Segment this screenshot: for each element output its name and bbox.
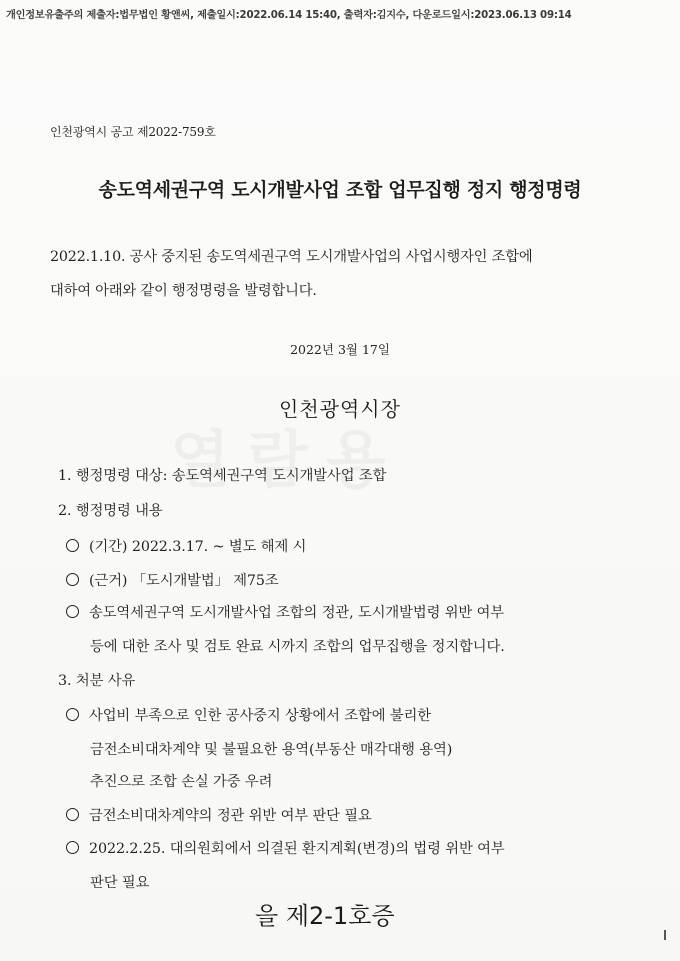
notice-number: 인천광역시 공고 제2022-759호 [50, 125, 216, 139]
item-3-reason-1 [66, 705, 431, 725]
circle-bullet-icon [66, 808, 79, 821]
circle-bullet-icon [66, 841, 79, 854]
preamble-line: 2022.1.10. 공사 중지된 송도역세권구역 도시개발사업의 사업시행자인 조합에 [50, 249, 533, 265]
item-2-heading: 2. 행정명령 내용 [58, 503, 163, 519]
exhibit-label: 을 제2-1호증 [255, 902, 395, 930]
circle-bullet-icon [66, 573, 79, 586]
item-2-period-text: (기간) 2022.3.17. ~ 별도 해제 시 [89, 539, 307, 555]
circle-bullet-icon [66, 605, 79, 618]
preamble [50, 240, 640, 308]
item-2-content-line-1: 송도역세권구역 도시개발사업 조합의 정관, 도시개발법령 위반 여부 [89, 605, 505, 621]
preamble-line: 대하여 아래와 같이 행정명령을 발령합니다. [50, 283, 317, 299]
viewing-only-watermark [170, 410, 404, 499]
scan-artifact [664, 930, 666, 940]
item-2-content [66, 602, 504, 622]
item-3-reason-3-line-1: 2022.2.25. 대의원회에서 의결된 환지계획(변경)의 법령 위반 여부 [89, 841, 505, 857]
item-3-reason-1-line-1: 사업비 부족으로 인한 공사중지 상황에서 조합에 불리한 [89, 708, 432, 724]
item-2-basis [66, 570, 279, 590]
circle-bullet-icon [66, 539, 79, 552]
document-title: 송도역세권구역 도시개발사업 조합 업무집행 정지 행정명령 [98, 179, 582, 201]
item-2-basis-text: (근거) 「도시개발법」 제75조 [89, 573, 279, 589]
item-3-reason-1-line-3: 추진으로 조합 손실 가중 우려 [90, 774, 273, 790]
item-3-reason-2-text: 금전소비대차계약의 정관 위반 여부 판단 필요 [89, 808, 372, 824]
item-2-period [66, 536, 306, 556]
download-leak-warning-header: 개인정보유출주의 제출자:법무법인 황앤씨, 제출일시:2022.06.14 15:40, 출력자:김지수, 다운로드일시:2023.06.13 09:14 [6, 10, 572, 21]
issuer-name: 인천광역시장 [279, 397, 401, 421]
item-3-reason-3-line-2: 판단 필요 [90, 875, 150, 891]
circle-bullet-icon [66, 708, 79, 721]
item-3-heading: 3. 처분 사유 [58, 673, 136, 689]
item-3-reason-3 [66, 838, 505, 858]
issue-date: 2022년 3월 17일 [290, 342, 390, 357]
item-3-reason-1-line-2: 금전소비대차계약 및 불필요한 용역(부동산 매각대행 용역) [90, 742, 453, 758]
item-3-reason-2 [66, 805, 372, 825]
item-1-order-target: 1. 행정명령 대상: 송도역세권구역 도시개발사업 조합 [58, 468, 387, 484]
item-2-content-line-2: 등에 대한 조사 및 검토 완료 시까지 조합의 업무집행을 정지합니다. [90, 639, 505, 655]
